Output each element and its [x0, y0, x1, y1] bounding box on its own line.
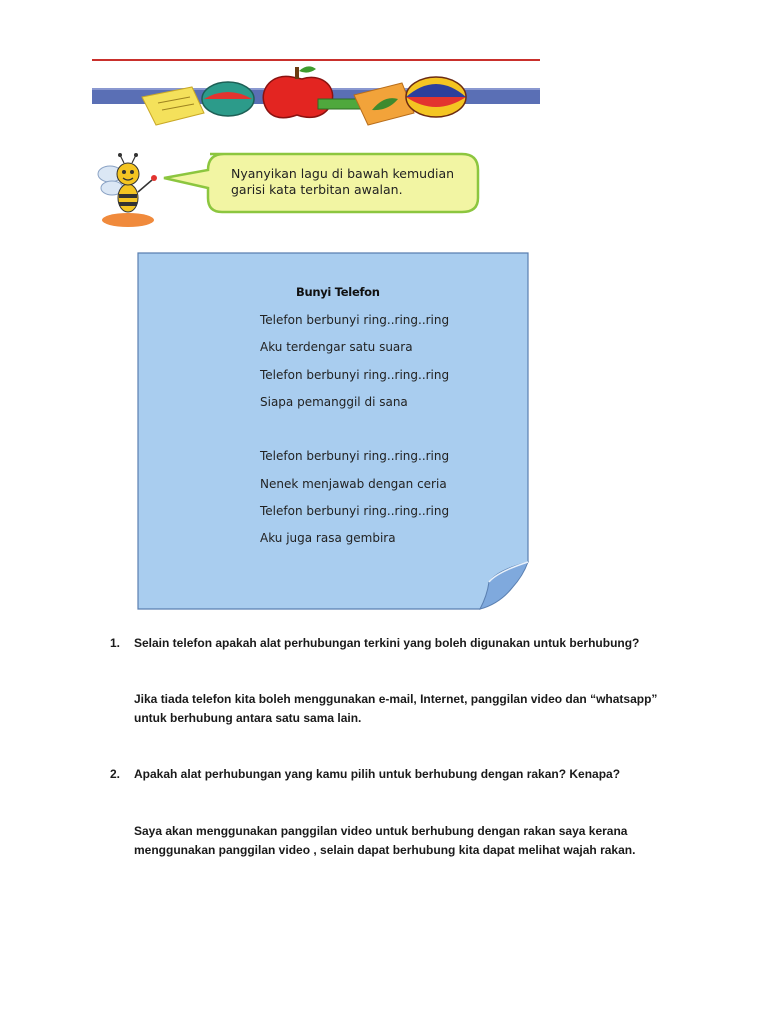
answer-line: Jika tiada telefon kita boleh menggunakan e-mail, Internet, panggilan video dan “whatsapp” [134, 692, 658, 706]
poem-line: Siapa pemanggil di sana [260, 394, 408, 409]
instruction-text [231, 166, 471, 198]
instruction-line-2: garisi kata terbitan awalan. [231, 182, 403, 197]
poem-title: Bunyi Telefon [296, 285, 380, 299]
bee-mascot-icon [96, 152, 162, 228]
instruction-line-1: Nyanyikan lagu di bawah kemudian [231, 166, 455, 181]
poem-stanza-break [260, 420, 449, 447]
question-text: Selain telefon apakah alat perhubungan terkini yang boleh digunakan untuk berhubung? [134, 636, 640, 650]
poem-line: Aku terdengar satu suara [260, 340, 413, 355]
toy-ball-icon [406, 77, 466, 117]
decorative-banner [92, 55, 540, 145]
poem-line: Telefon berbunyi ring..ring..ring [260, 313, 450, 327]
poem-lines [260, 311, 449, 557]
question-text: Apakah alat perhubungan yang kamu pilih untuk berhubung dengan rakan? Kenapa? [134, 767, 621, 781]
poem-line: Telefon berbunyi ring..ring..ring [260, 504, 450, 519]
question-number: 2. [110, 767, 121, 781]
poem-line: Telefon berbunyi ring..ring..ring [260, 367, 450, 382]
apple-icon [263, 66, 332, 117]
question-number: 1. [110, 636, 121, 650]
answer-1 [134, 690, 674, 728]
poem-line: Aku juga rasa gembira [260, 531, 396, 546]
poem-line: Nenek menjawab dengan ceria [260, 476, 447, 491]
answer-line: menggunakan panggilan video , selain dapat berhubung kita dapat melihat wajah rakan. [134, 843, 636, 857]
answer-2 [134, 822, 674, 860]
answer-line: untuk berhubung antara satu sama lain. [134, 711, 362, 725]
ball-icon [202, 82, 254, 116]
poem-line: Telefon berbunyi ring..ring..ring [260, 449, 450, 464]
answer-line: Saya akan menggunakan panggilan video untuk berhubung dengan rakan saya kerana [134, 824, 628, 838]
